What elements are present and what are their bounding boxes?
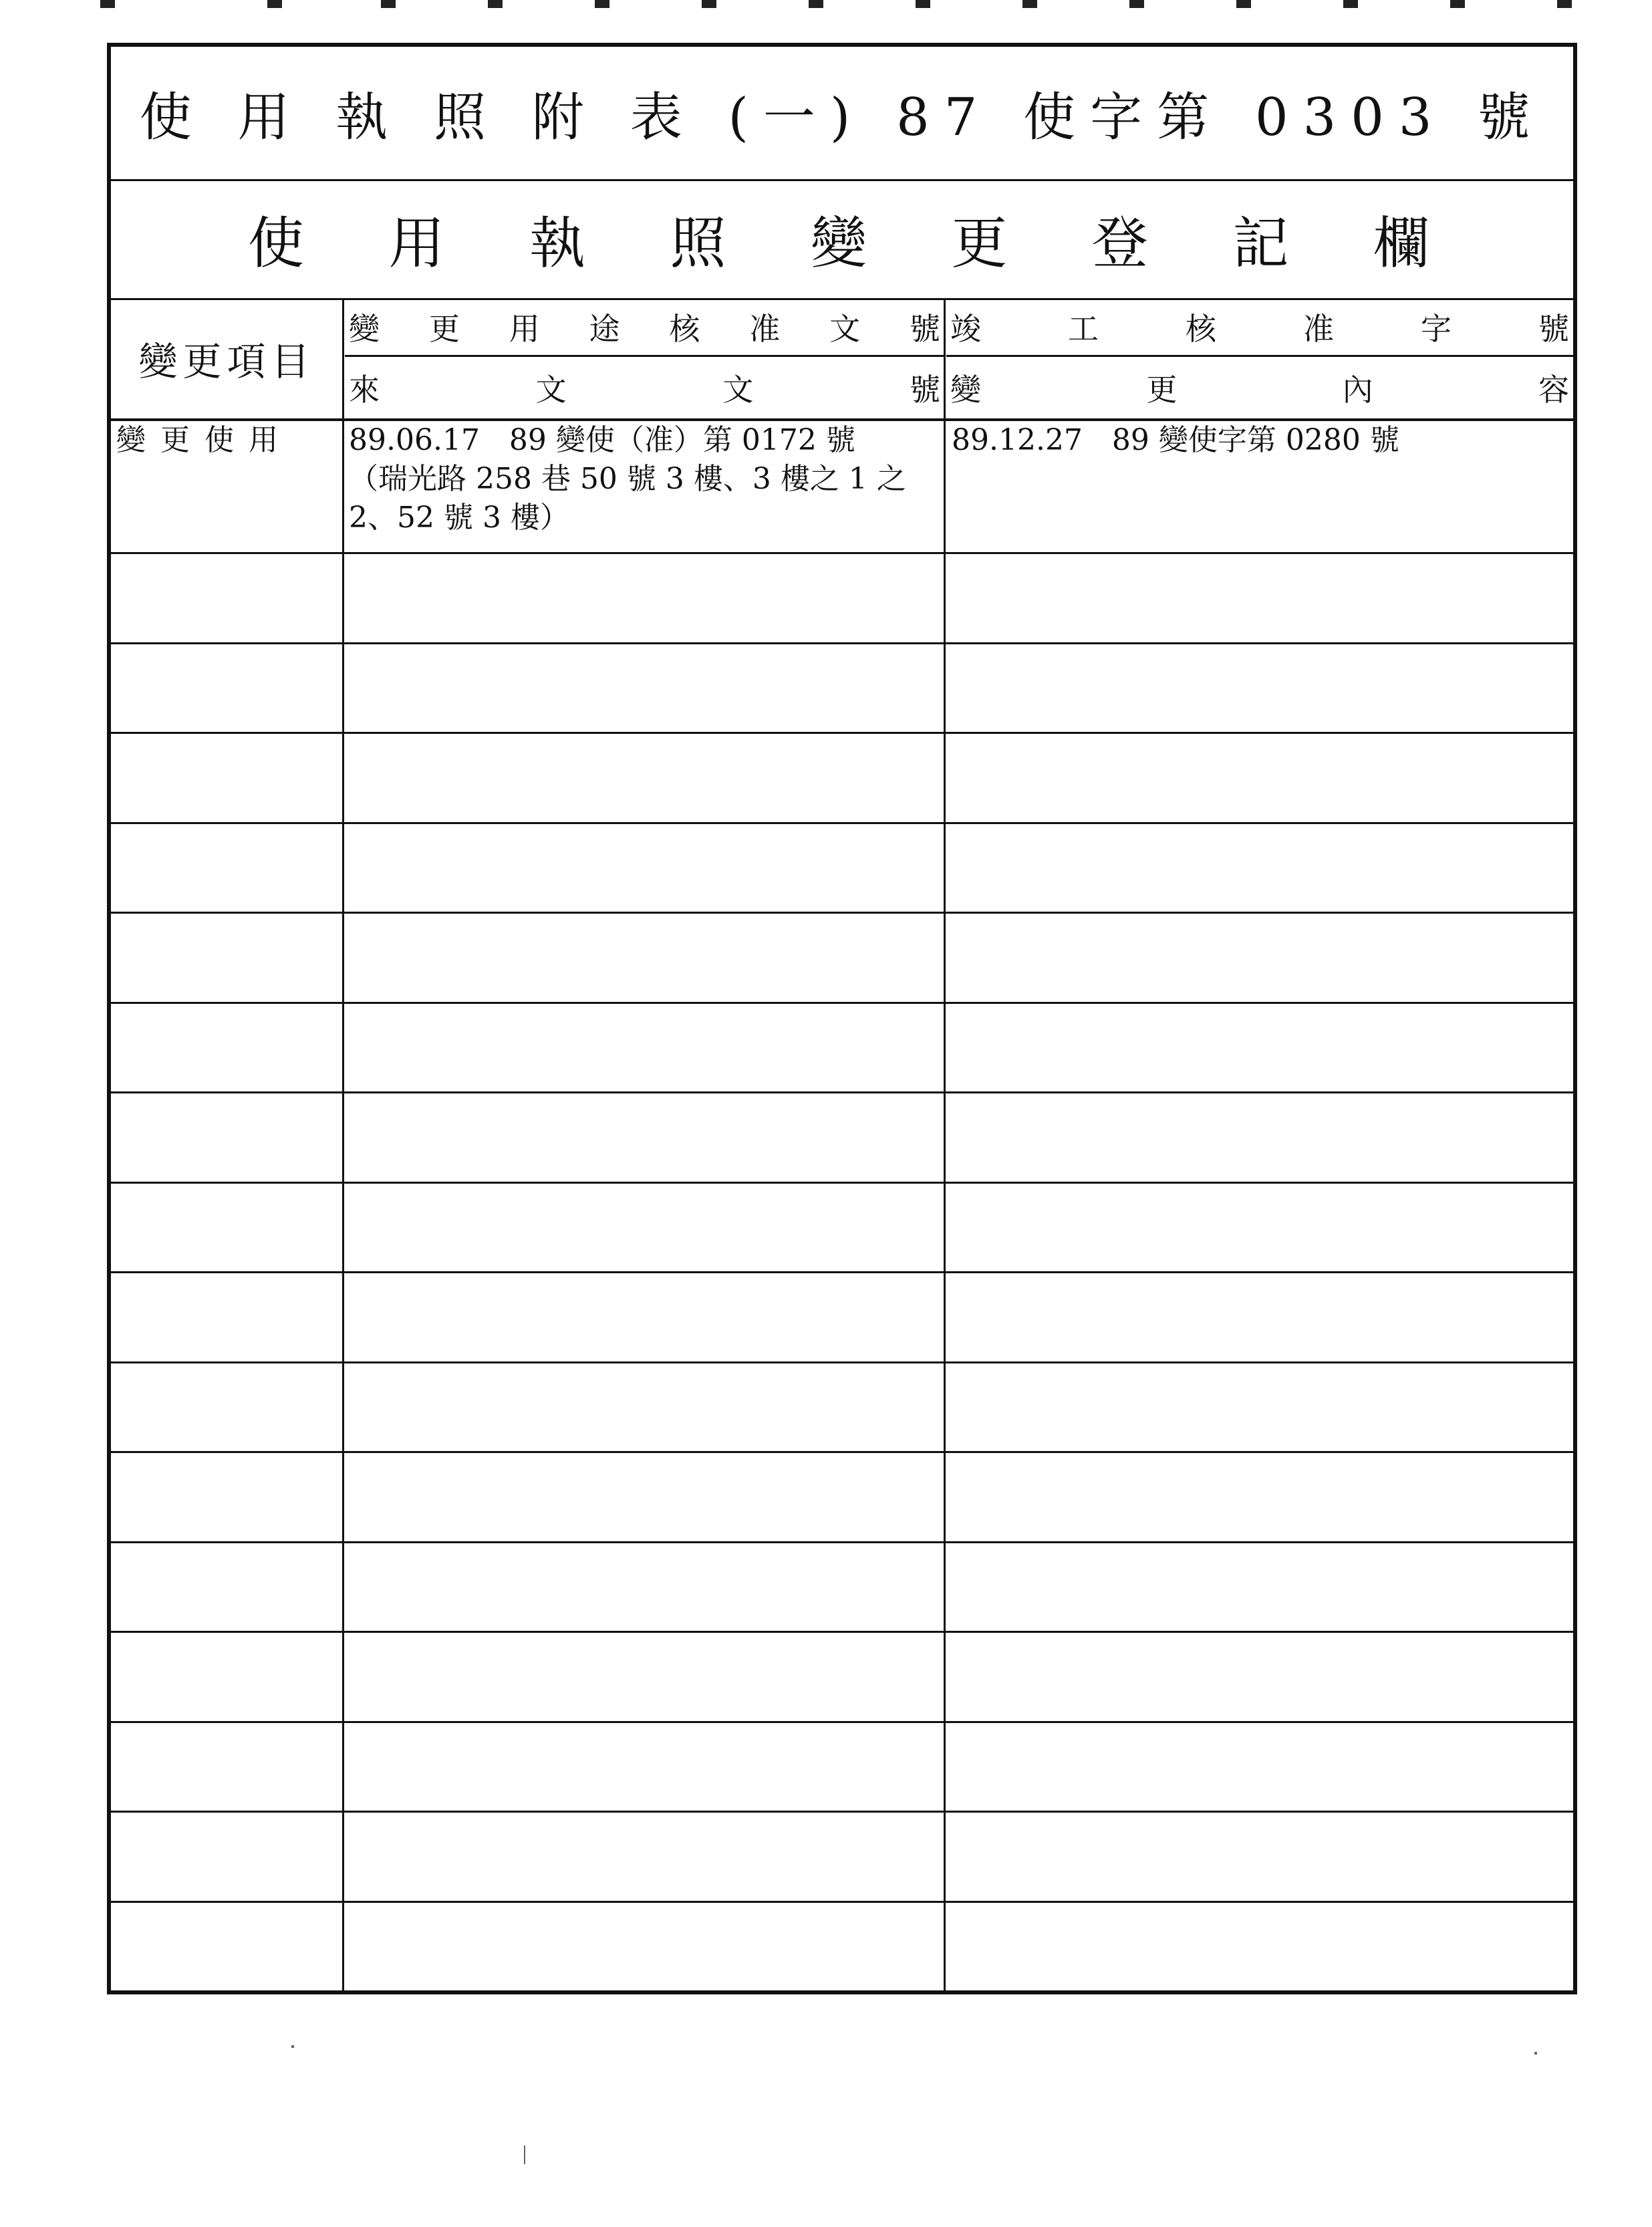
header-char: 准: [749, 310, 781, 347]
row-divider: [111, 1182, 1573, 1184]
header-char: 竣: [950, 310, 981, 347]
form-title-text: 使 用 執 照 附 表 (一) 87 使字第 0303 號: [139, 88, 1545, 148]
header-char: 文: [722, 372, 754, 408]
form-title: [111, 47, 1573, 181]
header-change-content: [946, 357, 1573, 418]
row-divider: [111, 912, 1573, 914]
row-divider: [111, 1091, 1573, 1093]
usage-license-change-form: [107, 43, 1577, 1994]
header-change-content-label: [950, 366, 1569, 410]
header-char: 更: [1146, 372, 1178, 408]
row-1-change-item: [116, 421, 281, 460]
scan-speck: [1534, 2052, 1537, 2055]
section-title-char: 執: [529, 210, 585, 276]
header-change-item: [111, 298, 343, 418]
scan-speck: [524, 2145, 525, 2164]
row-1-completion-no: [952, 421, 1566, 460]
row-divider: [111, 1451, 1573, 1453]
row-divider: [111, 552, 1573, 554]
section-title-char: 變: [810, 210, 867, 276]
section-title-char: 使: [248, 210, 305, 276]
section-title: [111, 179, 1573, 300]
row-divider: [111, 1361, 1573, 1363]
header-char: 用: [509, 310, 540, 347]
section-title-char: 欄: [1373, 210, 1429, 276]
header-char: 核: [669, 310, 700, 347]
row-divider: [111, 1541, 1573, 1543]
row-divider: [111, 1901, 1573, 1903]
row-divider: [111, 1631, 1573, 1633]
header-char: 字: [1421, 310, 1452, 347]
header-char: 變: [950, 372, 981, 408]
row-1-doc-line-2: （瑞光路 258 巷 50 號 3 樓、3 樓之 1 之: [349, 462, 906, 496]
header-char: 號: [909, 310, 940, 347]
row-1-change-item-text: 變 更 使 用: [116, 423, 281, 457]
row-divider: [111, 1721, 1573, 1723]
header-char: 號: [909, 372, 940, 408]
row-1-doc-line-1: 89.06.17 89 變使（准）第 0172 號: [349, 423, 855, 457]
header-char: 文: [829, 310, 861, 347]
header-char: 核: [1186, 310, 1216, 347]
header-change-item-label: 變更項目: [138, 339, 315, 384]
row-1-doc-line-3: 2、52 號 3 樓）: [349, 501, 569, 535]
header-completion-no: [946, 298, 1573, 357]
section-title-char: 照: [670, 210, 726, 276]
row-1-approval-doc: [349, 421, 942, 537]
header-char: 文: [535, 372, 567, 408]
header-char: 工: [1068, 310, 1099, 347]
row-divider: [111, 642, 1573, 644]
row-divider: [111, 822, 1573, 824]
header-char: 內: [1342, 372, 1373, 408]
row-divider: [111, 1002, 1573, 1004]
header-incoming-doc-no-label: [349, 366, 940, 410]
header-incoming-doc-no: [345, 357, 944, 418]
header-char: 號: [1538, 310, 1569, 347]
header-char: 途: [589, 310, 620, 347]
row-divider: [111, 732, 1573, 734]
header-approval-doc-no-label: [349, 305, 940, 349]
scan-speck: [291, 2045, 294, 2048]
header-char: 准: [1303, 310, 1334, 347]
row-divider: [111, 1811, 1573, 1813]
section-title-char: 登: [1091, 210, 1148, 276]
section-title-char: 用: [388, 210, 445, 276]
header-char: 來: [349, 372, 380, 408]
section-title-char: 更: [951, 210, 1008, 276]
header-char: 容: [1538, 372, 1569, 408]
header-approval-doc-no: [345, 298, 944, 357]
row-1-completion-text: 89.12.27 89 變使字第 0280 號: [952, 423, 1399, 457]
section-title-text: [111, 179, 1573, 298]
header-completion-no-label: [950, 305, 1569, 349]
scan-edge-marks: [100, 0, 1570, 9]
header-char: 更: [428, 310, 460, 347]
table-header: [111, 298, 1573, 421]
row-divider: [111, 1271, 1573, 1273]
section-title-char: 記: [1232, 210, 1289, 276]
header-char: 變: [349, 310, 380, 347]
